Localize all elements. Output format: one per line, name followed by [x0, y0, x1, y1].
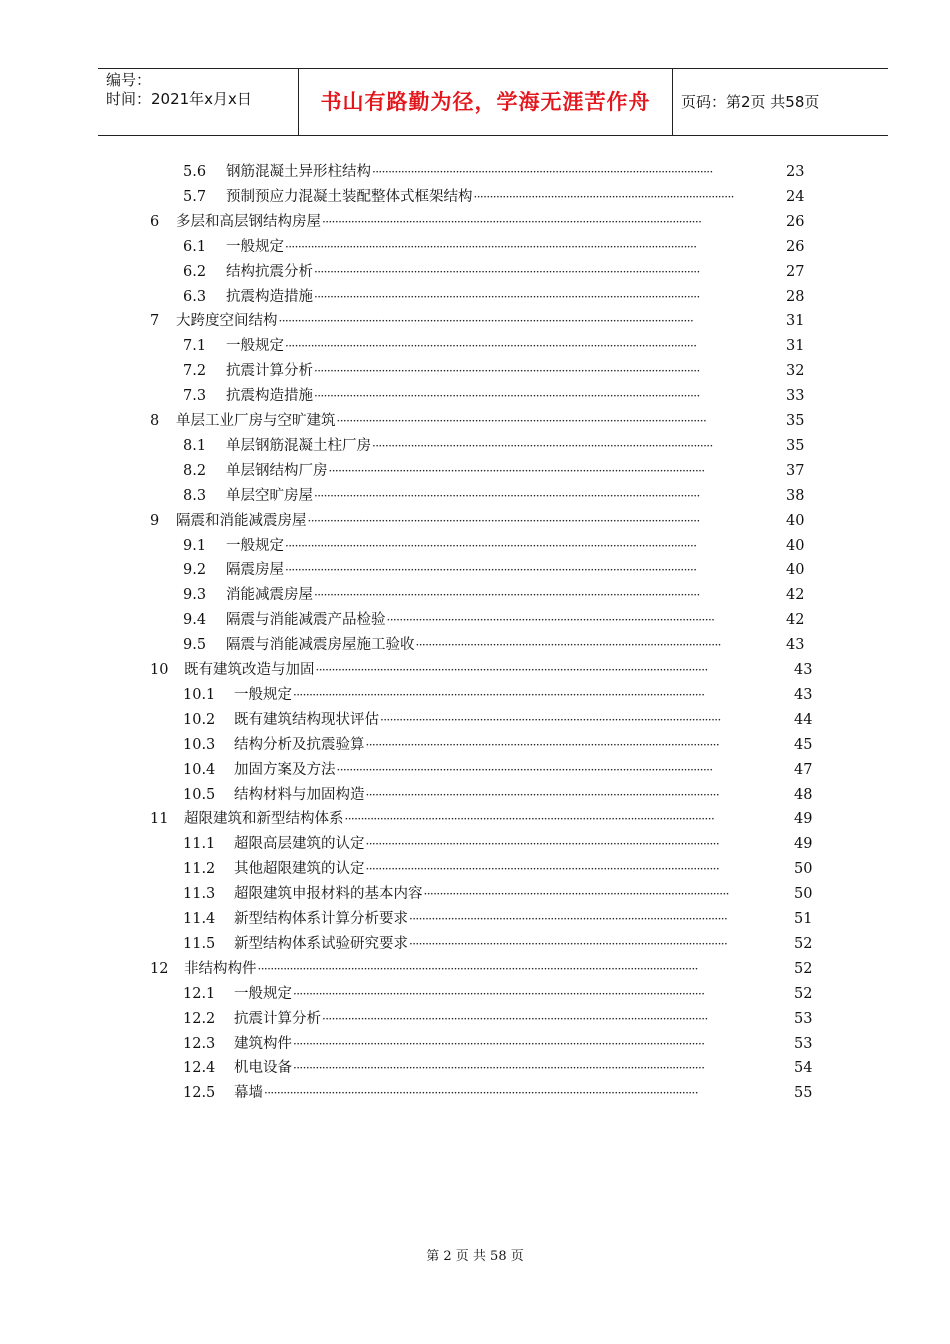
toc-dot-leader: ························································································································ [314, 588, 700, 603]
toc-dot-leader: ································································································································ [285, 239, 697, 254]
toc-entry-number: 10.3 [183, 736, 216, 753]
toc-entry-title: 抗震计算分析 [234, 1010, 321, 1027]
toc-entry-title: 单层工业厂房与空旷建筑 [176, 413, 336, 429]
toc-entry-number: 6.3 [183, 288, 207, 305]
toc-entry[interactable] [0, 783, 950, 808]
toc-dot-leader: ························································································································ [314, 364, 700, 379]
toc-entry[interactable] [0, 384, 950, 409]
toc-entry[interactable] [0, 210, 950, 235]
toc-entry[interactable] [0, 409, 950, 434]
toc-entry[interactable] [0, 708, 950, 733]
toc-entry-number: 12.4 [183, 1060, 216, 1077]
toc-entry[interactable] [0, 683, 950, 708]
toc-entry-page: 42 [786, 587, 805, 604]
toc-dot-leader: ························································································································ [322, 1011, 708, 1026]
toc-entry-page: 33 [786, 388, 805, 405]
toc-entry[interactable] [0, 807, 950, 832]
toc-dot-leader: ························································································································ [314, 289, 700, 304]
toc-entry[interactable] [0, 932, 950, 957]
toc-entry-title: 其他超限建筑的认定 [234, 861, 365, 878]
toc-entry-page: 43 [794, 662, 813, 678]
toc-dot-leader: ················································································· [473, 189, 734, 204]
toc-entry[interactable] [0, 1007, 950, 1032]
toc-entry-number: 11.2 [183, 861, 216, 878]
toc-entry-number: 11.3 [183, 886, 216, 903]
toc-dot-leader: ····················································································································· [328, 463, 705, 478]
toc-dot-leader: ·········································································································· [380, 712, 721, 727]
toc-entry-number: 7.3 [183, 388, 207, 405]
toc-entry-page: 27 [786, 263, 805, 280]
toc-entry[interactable] [0, 658, 950, 683]
toc-entry[interactable] [0, 1056, 950, 1081]
toc-entry-title: 一般规定 [234, 985, 292, 1002]
toc-entry-number: 10.5 [183, 786, 216, 803]
toc-entry-number: 12.2 [183, 1010, 216, 1027]
toc-entry[interactable] [0, 434, 950, 459]
toc-entry-title: 多层和高层钢结构房屋 [176, 213, 321, 230]
toc-entry-title: 单层钢筋混凝土柱厂房 [226, 437, 371, 454]
toc-entry-page: 40 [786, 537, 805, 554]
toc-entry-number: 11.5 [183, 935, 216, 952]
toc-entry[interactable] [0, 633, 950, 658]
toc-dot-leader: ·········································································································· [372, 438, 713, 453]
toc-entry-number: 5.6 [183, 164, 207, 180]
toc-entry-page: 38 [786, 487, 805, 504]
toc-entry-title: 隔震和消能减震房屋 [176, 512, 307, 529]
toc-entry-number: 9.5 [183, 637, 207, 654]
toc-entry[interactable] [0, 907, 950, 932]
toc-entry-title: 消能减震房屋 [226, 587, 313, 604]
toc-entry-number: 9.4 [183, 612, 207, 629]
toc-dot-leader: ························································································································ [314, 389, 700, 404]
toc-entry-title: 新型结构体系计算分析要求 [234, 911, 408, 927]
toc-entry-page: 24 [786, 188, 805, 205]
toc-entry-title: 既有建筑改造与加固 [184, 662, 315, 678]
toc-entry-page: 37 [786, 462, 805, 479]
toc-entry-page: 44 [794, 711, 813, 728]
toc-entry-title: 机电设备 [234, 1060, 292, 1077]
toc-entry-page: 48 [794, 786, 813, 803]
toc-entry-title: 既有建筑结构现状评估 [234, 711, 379, 728]
toc-dot-leader: ·············································································································· [365, 862, 720, 877]
toc-dot-leader: ··································································································· [409, 912, 728, 926]
toc-entry-title: 抗震计算分析 [226, 363, 313, 380]
toc-entry-number: 10.4 [183, 761, 216, 778]
toc-entry-number: 7 [150, 313, 160, 330]
toc-entry[interactable] [0, 534, 950, 559]
toc-entry[interactable] [0, 285, 950, 310]
toc-entry-number: 9.2 [183, 562, 207, 579]
toc-entry[interactable] [0, 260, 950, 285]
toc-entry-page: 49 [794, 811, 813, 828]
toc-dot-leader: ······························································································· [415, 638, 721, 653]
toc-entry-page: 55 [794, 1085, 813, 1102]
toc-entry[interactable] [0, 160, 950, 185]
toc-entry-number: 8 [150, 413, 160, 429]
toc-entry[interactable] [0, 334, 950, 359]
toc-dot-leader: ·············································································································· [365, 787, 720, 802]
toc-entry-title: 一般规定 [226, 338, 284, 355]
toc-entry[interactable] [0, 857, 950, 882]
toc-entry-title: 超限高层建筑的认定 [234, 836, 365, 853]
toc-dot-leader: ······································································································ [386, 613, 715, 628]
toc-entry-number: 5.7 [183, 188, 207, 205]
toc-entry-page: 43 [794, 686, 813, 703]
toc-entry-title: 新型结构体系试验研究要求 [234, 935, 408, 952]
toc-entry[interactable] [0, 1032, 950, 1057]
toc-entry-title: 大跨度空间结构 [176, 313, 278, 330]
page-header [98, 68, 888, 136]
toc-entry-title: 结构材料与加固构造 [234, 786, 365, 803]
toc-entry[interactable] [0, 733, 950, 758]
toc-entry-page: 52 [794, 985, 813, 1002]
toc-entry-page: 23 [786, 164, 805, 180]
toc-entry-number: 7.1 [183, 338, 207, 355]
toc-entry[interactable] [0, 882, 950, 907]
toc-dot-leader: ································································································································ [293, 1036, 705, 1051]
toc-entry-title: 预制预应力混凝土装配整体式框架结构 [226, 188, 473, 205]
toc-entry-page: 52 [794, 935, 813, 952]
toc-entry[interactable] [0, 558, 950, 583]
toc-dot-leader: ··································································································· [409, 936, 728, 951]
toc-entry-number: 6 [150, 213, 160, 230]
toc-dot-leader: ································································································································ [293, 1061, 705, 1076]
toc-dot-leader: ·························································································································· [315, 663, 708, 677]
toc-entry-number: 12.3 [183, 1035, 216, 1052]
toc-entry-page: 26 [786, 238, 805, 255]
toc-entry[interactable] [0, 309, 950, 334]
toc-entry-number: 12 [150, 960, 169, 977]
toc-entry-page: 28 [786, 288, 805, 305]
toc-entry-title: 非结构构件 [184, 960, 257, 977]
toc-entry-page: 26 [786, 213, 805, 230]
toc-entry-page: 32 [786, 363, 805, 380]
toc-dot-leader: ································································································································ [293, 986, 705, 1001]
toc-entry-page: 31 [786, 313, 805, 330]
page-footer: 第 2 页 共 58 页 [426, 1249, 524, 1264]
toc-entry-number: 7.2 [183, 363, 207, 380]
toc-entry-title: 单层钢结构厂房 [226, 462, 328, 479]
toc-entry[interactable] [0, 235, 950, 260]
toc-dot-leader: ························································································································ [314, 488, 700, 503]
toc-entry-title: 结构抗震分析 [226, 263, 313, 280]
toc-entry-page: 50 [794, 861, 813, 878]
toc-entry[interactable] [0, 583, 950, 608]
toc-dot-leader: ································································································································ [293, 687, 705, 702]
toc-entry-title: 隔震与消能减震房屋施工验收 [226, 637, 415, 654]
toc-entry-page: 47 [794, 761, 813, 778]
toc-entry-page: 45 [794, 736, 813, 753]
header-motto-cell [299, 69, 673, 135]
toc-dot-leader: ··················································································································· [344, 812, 715, 827]
toc-dot-leader: ·············································································································· [365, 837, 720, 852]
toc-entry-title: 抗震构造措施 [226, 288, 313, 305]
toc-entry[interactable] [0, 509, 950, 534]
toc-entry-title: 超限建筑和新型结构体系 [184, 811, 344, 828]
toc-entry[interactable] [0, 608, 950, 633]
toc-entry[interactable] [0, 982, 950, 1007]
toc-entry[interactable] [0, 957, 950, 982]
toc-entry-title: 单层空旷房屋 [226, 487, 313, 504]
toc-entry-title: 隔震房屋 [226, 562, 284, 579]
toc-entry-title: 一般规定 [226, 537, 284, 554]
toc-dot-leader: ········································································································································· [257, 961, 698, 976]
toc-entry-page: 50 [794, 886, 813, 903]
toc-entry-title: 一般规定 [234, 686, 292, 703]
toc-dot-leader: ································································································································· [278, 314, 694, 329]
toc-dot-leader: ·························································································································· [307, 513, 700, 528]
toc-entry-page: 40 [786, 512, 805, 529]
toc-entry-page: 40 [786, 562, 805, 579]
toc-entry-page: 53 [794, 1010, 813, 1027]
toc-dot-leader: ································································································································ [285, 563, 697, 578]
toc-entry-page: 31 [786, 338, 805, 355]
toc-entry-page: 43 [786, 637, 805, 654]
document-time-label: 时间：2021年x月x日 [106, 90, 252, 108]
toc-entry-title: 加固方案及方法 [234, 761, 336, 778]
toc-entry-page: 51 [794, 911, 813, 927]
toc-entry-title: 幕墙 [234, 1085, 263, 1102]
toc-entry-number: 12.5 [183, 1085, 216, 1102]
toc-entry-title: 抗震构造措施 [226, 388, 313, 405]
toc-dot-leader: ·············································································································· [365, 737, 720, 752]
toc-entry-page: 54 [794, 1060, 813, 1077]
header-motto: 书山有路勤为径，学海无涯苦作舟 [320, 90, 651, 114]
toc-entry-page: 49 [794, 836, 813, 853]
toc-dot-leader: ····················································································································· [336, 762, 713, 777]
toc-entry-number: 12.1 [183, 985, 216, 1002]
toc-entry-title: 钢筋混凝土异形柱结构 [226, 164, 371, 180]
toc-entry-title: 隔震与消能减震产品检验 [226, 612, 386, 629]
toc-entry[interactable] [0, 484, 950, 509]
toc-entry-number: 10.1 [183, 686, 216, 703]
toc-entry-page: 35 [786, 413, 805, 429]
toc-entry-number: 6.1 [183, 238, 207, 255]
toc-dot-leader: ······································································································································· [264, 1086, 698, 1101]
toc-entry-page: 42 [786, 612, 805, 629]
toc-entry-title: 建筑构件 [234, 1035, 292, 1052]
toc-dot-leader: ······················································································································ [322, 214, 702, 229]
toc-entry-number: 11.4 [183, 911, 216, 927]
toc-entry-number: 8.1 [183, 437, 207, 454]
toc-entry-number: 9.1 [183, 537, 207, 554]
toc-entry-page: 52 [794, 960, 813, 977]
toc-dot-leader: ································································································································ [285, 339, 697, 354]
toc-entry-page: 35 [786, 437, 805, 454]
header-meta [98, 69, 299, 135]
toc-entry[interactable] [0, 1081, 950, 1106]
toc-entry-number: 8.2 [183, 462, 207, 479]
toc-dot-leader: ······························································································· [423, 887, 729, 902]
toc-entry-number: 10.2 [183, 711, 216, 728]
toc-entry-number: 10 [150, 662, 169, 678]
header-page-info: 页码：第2页 共58页 [681, 93, 820, 111]
toc-entry[interactable] [0, 185, 950, 210]
toc-entry-title: 一般规定 [226, 238, 284, 255]
toc-entry-number: 9.3 [183, 587, 207, 604]
toc-entry[interactable] [0, 359, 950, 384]
toc-entry-number: 6.2 [183, 263, 207, 280]
toc-entry-page: 53 [794, 1035, 813, 1052]
toc-dot-leader: ································································································································ [285, 538, 697, 553]
toc-entry[interactable] [0, 459, 950, 484]
document-number-label: 编号： [106, 71, 152, 89]
toc-entry-number: 11 [150, 811, 169, 828]
toc-entry-number: 11.1 [183, 836, 216, 853]
toc-entry[interactable] [0, 832, 950, 857]
toc-entry-number: 9 [150, 512, 160, 529]
toc-entry-title: 结构分析及抗震验算 [234, 736, 365, 753]
toc-entry-title: 超限建筑申报材料的基本内容 [234, 886, 423, 903]
toc-entry-number: 8.3 [183, 487, 207, 504]
toc-dot-leader: ··················································································································· [336, 414, 707, 428]
toc-dot-leader: ························································································································ [314, 264, 700, 279]
toc-entry[interactable] [0, 758, 950, 783]
toc-dot-leader: ·········································································································· [372, 165, 713, 179]
